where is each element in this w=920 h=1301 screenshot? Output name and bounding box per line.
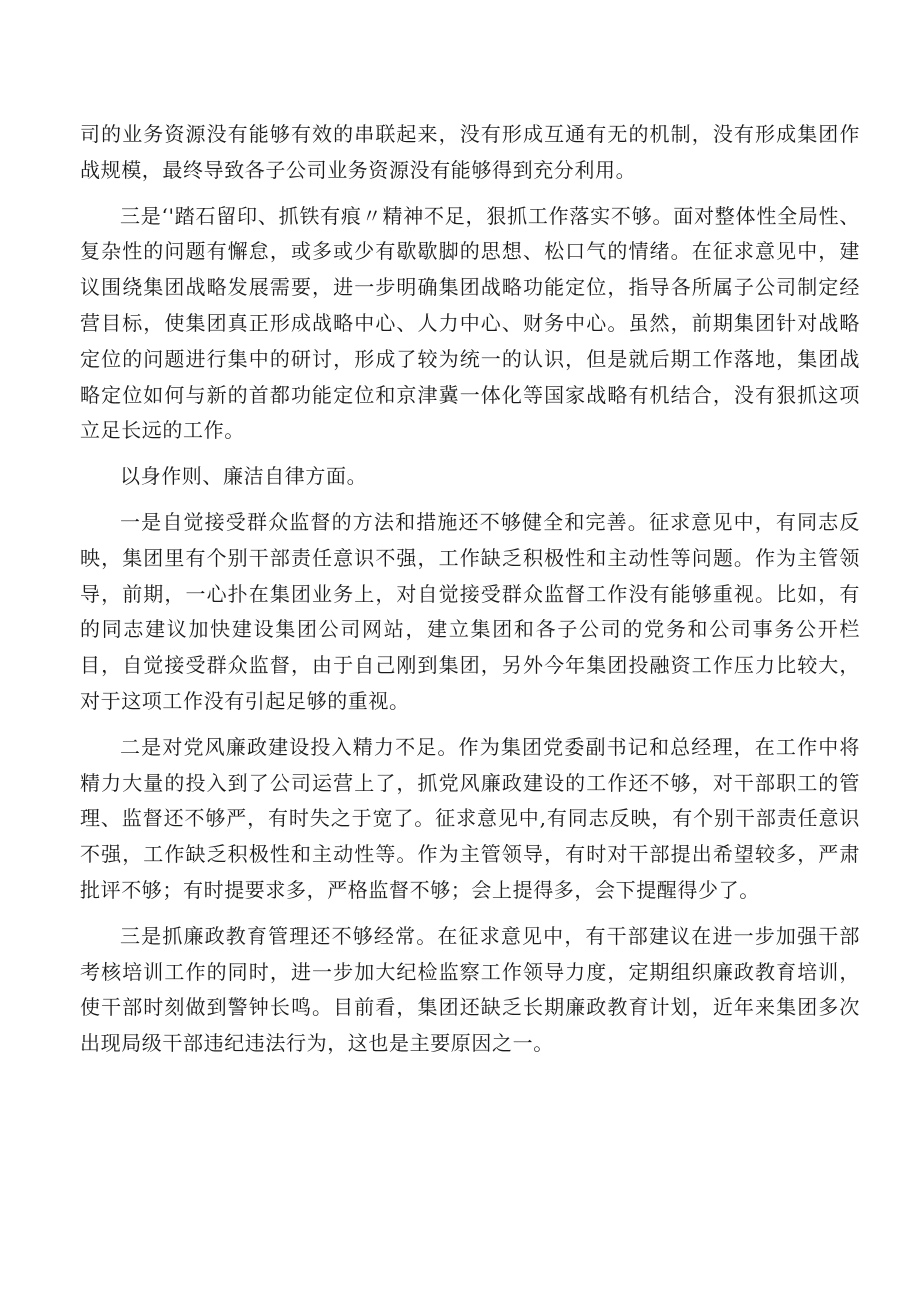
paragraph-third-point: 三是‘'踏石留印、抓铁有痕〃精神不足，狠抓工作落实不够。面对整体性全局性、复杂性的问题有懈怠，或多或少有歇歇脚的思想、松口气的情绪。在征求意见中，建议围绕集团战略发展需要，进一步明确集团战略功能定位，指导各所属子公司制定经营目标，使集团真正形成战略中心、人力中心、财务中心。虽然，前期集团针对战略定位的问题进行集中的研讨，形成了较为统一的认识，但是就后期工作落地，集团战略定位如何与新的首都功能定位和京津冀一体化等国家战略有机结合，没有狠抓这项立足长远的工作。	[80, 203, 860, 443]
paragraph-first-point: 一是自觉接受群众监督的方法和措施还不够健全和完善。征求意见中，有同志反映，集团里有个别干部责任意识不强，工作缺乏积极性和主动性等问题。作为主管领导，前期，一心扑在集团业务上，对自觉接受群众监督工作没有能够重视。比如，有的同志建议加快建设集团公司网站，建立集团和各子公司的党务和公司事务公开栏目，自觉接受群众监督，由于自己刚到集团，另外今年集团投融资工作压力比较大，对于这项工作没有引起足够的重视。	[80, 509, 860, 713]
paragraph-continuation: 司的业务资源没有能够有效的串联起来，没有形成互通有无的机制，没有形成集团作战规模，最终导致各子公司业务资源没有能够得到充分利用。	[80, 122, 860, 182]
paragraph-third-point-integrity: 三是抓廉政教育管理还不够经常。在征求意见中，有干部建议在进一步加强干部考核培训工作的同时，进一步加大纪检监察工作领导力度，定期组织廉政教育培训，使干部时刻做到警钟长鸣。目前看，集团还缺乏长期廉政教育计划，近年来集团多次出现局级干部违纪违法行为，这也是主要原因之一。	[80, 923, 860, 1056]
document-body	[80, 117, 860, 1062]
section-heading-self-discipline: 以身作则、廉洁自律方面。	[120, 464, 368, 489]
paragraph-second-point: 二是对党风廉政建设投入精力不足。作为集团党委副书记和总经理，在工作中将精力大量的投入到了公司运营上了，抓党风廉政建设的工作还不够，对干部职工的管理、监督还不够严，有时失之于宽了。征求意见中,有同志反映，有个别干部责任意识不强，工作缺乏积极性和主动性等。作为主管领导，有时对干部提出希望较多，严肃批评不够；有时提要求多，严格监督不够；会上提得多，会下提醒得少了。	[80, 734, 860, 902]
